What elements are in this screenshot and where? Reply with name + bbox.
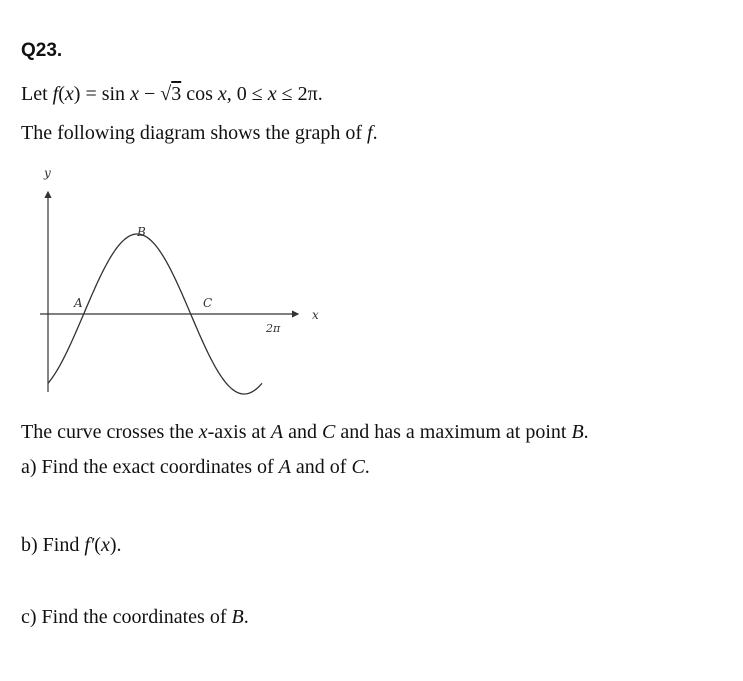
point-c-label: C (203, 296, 213, 310)
cross-p3: and (283, 421, 323, 443)
cross-p4: and has a maximum at point (335, 421, 572, 443)
statement-var-1: x (64, 83, 74, 105)
intro-text: The following diagram shows the graph of (21, 122, 368, 144)
part-a-p1: a) Find the exact coordinates of (21, 456, 279, 478)
function-graph (30, 160, 340, 400)
part-a (21, 456, 370, 479)
statement-prefix: Let (21, 83, 48, 105)
part-b-func: f′ (84, 534, 95, 556)
intro-func: f (367, 122, 373, 144)
part-b (21, 534, 122, 557)
part-a-a: A (278, 456, 291, 478)
statement-minus-sqrt: − √ (138, 83, 172, 105)
statement-var-3: x (217, 83, 227, 105)
part-c-p2: . (243, 606, 249, 628)
crossing-description (21, 421, 589, 444)
cross-b: B (571, 421, 584, 443)
cross-a: A (270, 421, 284, 443)
part-b-x: x (100, 534, 110, 556)
tick-label-2pi: 2π (266, 322, 281, 335)
part-c-p1: c) Find the coordinates of (21, 606, 232, 628)
y-axis-label: y (44, 166, 51, 180)
intro-end: . (372, 122, 378, 144)
cross-p2: -axis at (207, 421, 271, 443)
cross-x: x (198, 421, 208, 443)
statement-cos: cos (186, 83, 213, 105)
function-statement: Let f(x) = sin x − √3 cos x, 0 ≤ x ≤ 2π. (21, 83, 323, 105)
part-b-p1: b) Find (21, 534, 85, 556)
statement-eq: ) = sin (73, 83, 126, 105)
statement-var-4: x (267, 83, 277, 105)
part-a-p3: . (364, 456, 370, 478)
statement-root: 3 (171, 83, 182, 105)
cross-p5: . (583, 421, 589, 443)
part-c (21, 606, 249, 629)
part-b-p3: ). (109, 534, 122, 556)
x-axis-label: x (312, 308, 319, 322)
part-b-p2: ( (94, 534, 101, 556)
cross-p1: The curve crosses the (21, 421, 199, 443)
statement-var-2: x (130, 83, 139, 105)
statement-domain-end: ≤ 2π. (276, 83, 323, 105)
statement-domain-start: , 0 ≤ (226, 83, 268, 105)
point-b-label: B (137, 225, 146, 239)
question-number: Q23. (21, 40, 63, 61)
part-c-b: B (231, 606, 244, 628)
statement-func: f (52, 83, 59, 105)
part-a-p2: and of (290, 456, 352, 478)
diagram-intro (21, 122, 378, 145)
part-a-c: C (351, 456, 365, 478)
cross-c: C (322, 421, 336, 443)
point-a-label: A (74, 296, 83, 310)
